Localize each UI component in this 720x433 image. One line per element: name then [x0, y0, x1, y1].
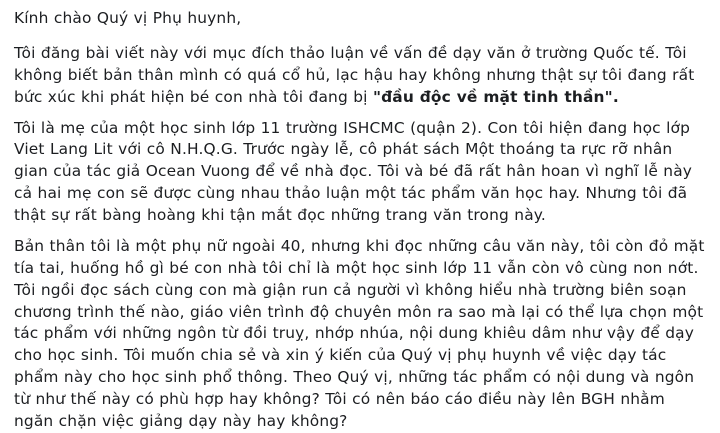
post-paragraph-2 [14, 118, 706, 227]
paragraph-text: Bản thân tôi là một phụ nữ ngoài 40, nhưng khi đọc những câu văn này, tôi còn đỏ mặt tía tai, huống hồ gì bé con nhà tôi chỉ là một học sinh lớp 11 vẫn còn vô cùng non nớt. Tôi ngồi đọc sách cùng con mà giận run cả người vì không hiểu nhà trường biên soạn chương trình thế nào, giáo viên trình độ chuyên môn ra sao mà lại có thể lựa chọn một tác phẩm với những ngôn từ đồi truỵ, nhớp nhúa, nội dung khiêu dâm như vậy để dạy cho học sinh. Tôi muốn chia sẻ và xin ý kiến của Quý vị phụ huynh về việc dạy tác phẩm này cho học sinh phổ thông. Theo Quý vị, những tác phẩm có nội dung và ngôn từ như thế này có phù hợp hay không? Tôi có nên báo cáo điều này lên BGH nhằm ngăn chặn việc giảng dạy này hay không? [14, 236, 705, 430]
post-body [14, 8, 706, 433]
paragraph-text: Tôi đăng bài viết này với mục đích thảo luận về vấn đề dạy văn ở trường Quốc tế. Tôi không biết bản thân mình có quá cổ hủ, lạc hậu hay không nhưng thật sự tôi đang rất bức xúc khi phát hiện bé con nhà tôi đang bị [14, 43, 695, 106]
post-paragraph-3 [14, 236, 706, 433]
post-paragraph-1 [14, 43, 706, 109]
post-greeting: Kính chào Quý vị Phụ huynh, [14, 9, 242, 27]
paragraph-text: Tôi là mẹ của một học sinh lớp 11 trường ISHCMC (quận 2). Con tôi hiện đang học lớp Viet Lang Lit với cô N.H.Q.G. Trước ngày lễ, cô phát sách Một thoáng ta rực rỡ nhân gian của tác giả Ocean Vuong để về nhà đọc. Tôi và bé đã rất hân hoan vì nghĩ lễ này cả hai mẹ con sẽ được cùng nhau thảo luận một tác phẩm văn học hay. Nhưng tôi đã thật sự rất bàng hoàng khi tận mắt đọc những trang văn trong này. [14, 118, 693, 224]
paragraph-emphasis: "đầu độc về mặt tinh thần". [372, 87, 619, 106]
